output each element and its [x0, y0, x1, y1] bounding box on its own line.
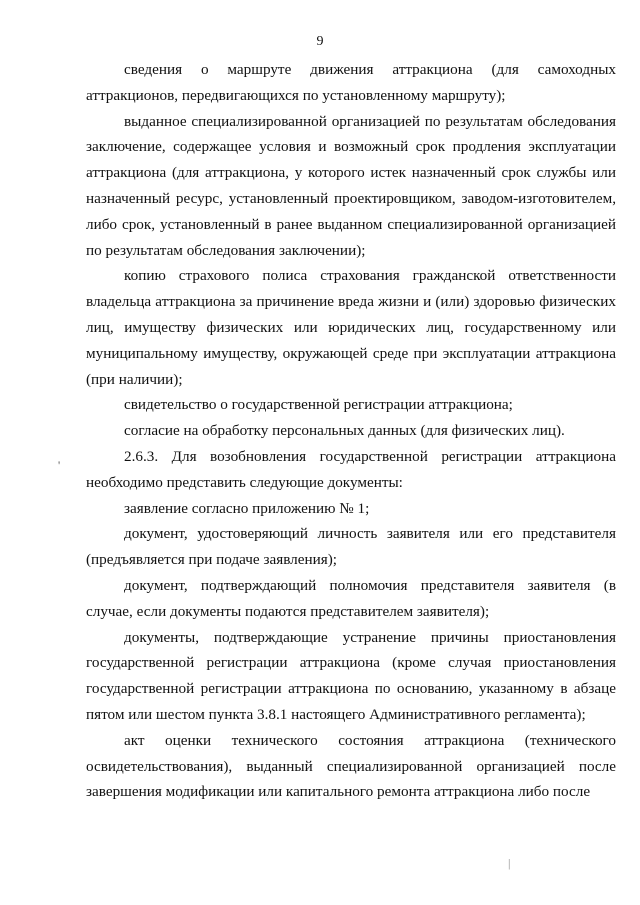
document-body [86, 57, 616, 805]
paragraph: документ, подтверждающий полномочия представителя заявителя (в случае, если документы подаются представителем заявителя); [86, 576, 616, 620]
page-number: 9 [316, 34, 324, 49]
paragraph: акт оценки технического состояния аттракциона (технического освидетельствования), выданный специализированной организацией после завершения модификации или капитального ремонта аттракциона либо после [86, 731, 616, 801]
paragraph: согласие на обработку персональных данных (для физических лиц). [124, 422, 565, 440]
margin-mark: ' [58, 458, 61, 472]
paragraph: копию страхового полиса страхования гражданской ответственности владельца аттракциона за причинение вреда жизни и (или) здоровью физических лиц, имуществу физических или юридических лиц, государственному или муниципальному имуществу, окружающей среде при эксплуатации аттракциона (при наличии); [86, 267, 616, 388]
paragraph: выданное специализированной организацией по результатам обследования заключение, содержащее условия и возможный срок продления эксплуатации аттракциона (для аттракциона, у которого истек назначенный срок службы или назначенный ресурс, установленный проектировщиком, заводом-изготовителем, либо срок, установленный в ранее выданном специализированной организацией по результатам обследования заключении); [86, 112, 616, 259]
paragraph: документы, подтверждающие устранение причины приостановления государственной регистрации аттракциона (кроме случая приостановления государственной регистрации аттракциона по основанию, указанному в абзаце пятом или шестом пункта 3.8.1 настоящего Административного регламента); [86, 628, 616, 723]
paragraph: сведения о маршруте движения аттракциона (для самоходных аттракционов, передвигающихся по установленному маршруту); [86, 61, 616, 104]
paragraph: заявление согласно приложению № 1; [124, 499, 370, 517]
paragraph: 2.6.3. Для возобновления государственной регистрации аттракциона необходимо представить следующие документы: [86, 447, 616, 491]
paragraph: документ, удостоверяющий личность заявителя или его представителя (предъявляется при подаче заявления); [86, 525, 616, 569]
paragraph: свидетельство о государственной регистрации аттракциона; [124, 396, 513, 414]
scan-mark: | [508, 856, 511, 870]
